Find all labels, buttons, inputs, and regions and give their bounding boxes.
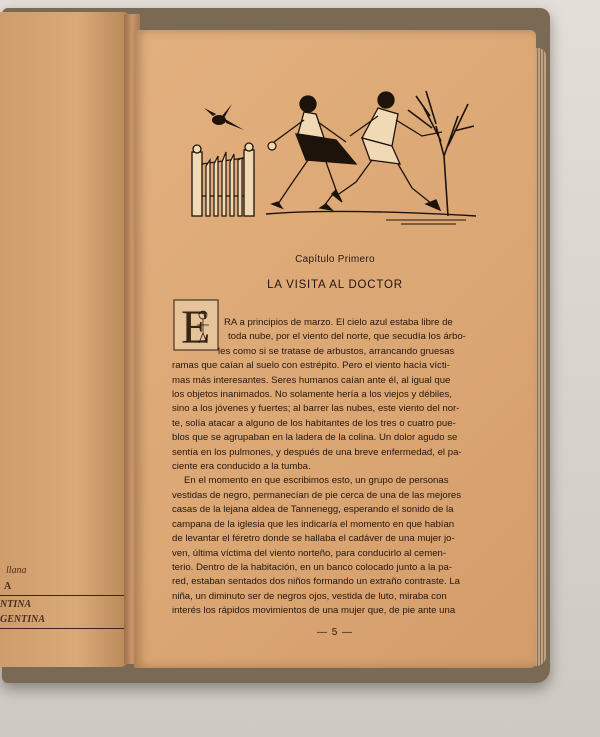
text-line: sentía en los pulmones, y después de una breve enfermedad, el pa- [172, 446, 462, 458]
text-line: mas más interesantes. Seres humanos caían ante él, al igual que [172, 374, 451, 386]
text-line: En el momento en que escribimos esto, un grupo de personas [184, 475, 449, 487]
left-text-fragment: NTINA [0, 599, 32, 610]
text-line: los objetos inanimados. No solamente hería a los viejos y débiles, [172, 389, 452, 401]
text-line: sino a los jóvenes y fuertes; al barrer las nubes, este viento del nor- [172, 403, 460, 415]
left-text-fragment: llana [6, 565, 27, 576]
chapter-heading: Capítulo Primero [295, 254, 375, 265]
text-line: ramas que caían al suelo con estrépito. Pero el viento hacía vícti- [172, 360, 450, 372]
left-text-fragment: GENTINA [0, 614, 46, 625]
text-line: te, solía atacar a alguno de los habitantes de los tres o cuatro pue- [172, 417, 456, 429]
body-text [172, 316, 498, 619]
text-line: interés los rápidos movimientos de una mujer que, de pie ante una [172, 605, 456, 617]
text-line: niña, un diminuto ser de negros ojos, vestida de luto, miraba con [172, 590, 447, 602]
chapter-title: LA VISITA AL DOCTOR [267, 279, 403, 291]
chapter-illustration [186, 86, 476, 226]
page-number: — 5 — [316, 627, 354, 638]
text-line: RA a principios de marzo. El cielo azul estaba libre de [224, 317, 453, 328]
text-line: de levantar el féretro donde se hallaba el cadáver de una mujer jo- [172, 533, 455, 545]
text-line: ciente era conducido a la tumba. [172, 461, 311, 473]
left-text-fragment: A [4, 581, 12, 592]
text-line: ven, última víctima del viento norteño, para conducirlo al cemen- [172, 547, 447, 559]
text-line: blos que se agrupaban en la ladera de la colina. Un dolor agudo se [172, 432, 458, 444]
text-line: terio. Dentro de la habitación, en un banco colocado junto a la pa- [172, 561, 453, 573]
text-line: vestidas de negro, permanecían de pie cerca de una de las mejores [172, 489, 462, 501]
text-line: casas de la lejana aldea de Tannenegg, esperando el sonido de la [172, 504, 454, 516]
left-page [0, 12, 128, 667]
left-rule [0, 595, 126, 596]
text-line: red, estaban sentados dos niños formando un extraño contraste. La [172, 576, 460, 588]
text-line: campana de la iglesia que les indicaría el momento en que habían [172, 518, 455, 530]
initial-letter: E [181, 301, 211, 351]
text-line: toda nube, por el viento del norte, que secudía los árbo- [228, 331, 466, 343]
left-rule [0, 628, 126, 629]
text-line: les como si se tratase de arbustos, arrancando gruesas [218, 345, 455, 357]
